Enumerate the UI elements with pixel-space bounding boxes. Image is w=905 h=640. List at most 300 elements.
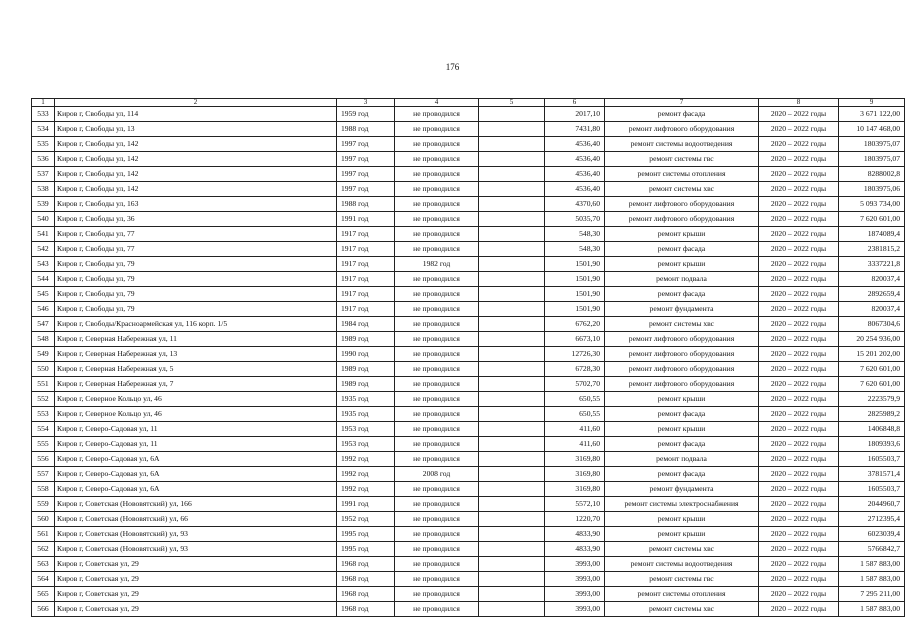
cost-cell: 1803975,06 (839, 182, 905, 197)
page-number: 176 (445, 62, 460, 72)
row-number-cell: 548 (32, 332, 55, 347)
address-cell: Киров г, Свободы ул, 142 (55, 182, 337, 197)
build-year-cell: 1917 год (337, 287, 395, 302)
row-number-cell: 542 (32, 242, 55, 257)
area-cell: 548,30 (545, 227, 605, 242)
build-year-cell: 1968 год (337, 557, 395, 572)
empty-cell (479, 272, 545, 287)
build-year-cell: 1992 год (337, 452, 395, 467)
work-type-cell: ремонт системы гвс (605, 572, 759, 587)
cost-cell: 1 587 883,00 (839, 602, 905, 617)
build-year-cell: 1917 год (337, 257, 395, 272)
row-number-cell: 536 (32, 152, 55, 167)
area-cell: 4833,90 (545, 542, 605, 557)
area-cell: 6762,20 (545, 317, 605, 332)
last-repair-cell: не проводился (395, 317, 479, 332)
period-cell: 2020 – 2022 годы (759, 197, 839, 212)
empty-cell (479, 317, 545, 332)
row-number-cell: 543 (32, 257, 55, 272)
address-cell: Киров г, Свободы ул, 163 (55, 197, 337, 212)
cost-cell: 7 620 601,00 (839, 377, 905, 392)
table-row (32, 482, 905, 497)
address-cell: Киров г, Советская (Нововятский) ул, 93 (55, 542, 337, 557)
work-type-cell: ремонт лифтового оборудования (605, 332, 759, 347)
work-type-cell: ремонт системы хвс (605, 317, 759, 332)
empty-cell (479, 362, 545, 377)
area-cell: 3169,80 (545, 482, 605, 497)
empty-cell (479, 167, 545, 182)
row-number-cell: 549 (32, 347, 55, 362)
table-row (32, 137, 905, 152)
row-number-cell: 539 (32, 197, 55, 212)
work-type-cell: ремонт лифтового оборудования (605, 122, 759, 137)
work-type-cell: ремонт системы водоотведения (605, 557, 759, 572)
work-type-cell: ремонт крыши (605, 392, 759, 407)
last-repair-cell: не проводился (395, 182, 479, 197)
last-repair-cell: 2008 год (395, 467, 479, 482)
address-cell: Киров г, Северо-Садовая ул, 6А (55, 482, 337, 497)
period-cell: 2020 – 2022 годы (759, 392, 839, 407)
empty-cell (479, 437, 545, 452)
work-type-cell: ремонт крыши (605, 512, 759, 527)
build-year-cell: 1917 год (337, 302, 395, 317)
row-number-cell: 566 (32, 602, 55, 617)
address-cell: Киров г, Северная Набережная ул, 5 (55, 362, 337, 377)
last-repair-cell: не проводился (395, 407, 479, 422)
build-year-cell: 1953 год (337, 437, 395, 452)
build-year-cell: 1988 год (337, 197, 395, 212)
cost-cell: 1605503,7 (839, 452, 905, 467)
period-cell: 2020 – 2022 годы (759, 587, 839, 602)
empty-cell (479, 227, 545, 242)
cost-cell: 2381815,2 (839, 242, 905, 257)
column-number: 6 (545, 99, 605, 107)
area-cell: 3993,00 (545, 557, 605, 572)
row-number-cell: 555 (32, 437, 55, 452)
table-row (32, 452, 905, 467)
empty-cell (479, 242, 545, 257)
period-cell: 2020 – 2022 годы (759, 137, 839, 152)
cost-cell: 2712395,4 (839, 512, 905, 527)
empty-cell (479, 287, 545, 302)
period-cell: 2020 – 2022 годы (759, 347, 839, 362)
cost-cell: 2892659,4 (839, 287, 905, 302)
column-number: 2 (55, 99, 337, 107)
empty-cell (479, 212, 545, 227)
area-cell: 5572,10 (545, 497, 605, 512)
build-year-cell: 1968 год (337, 587, 395, 602)
address-cell: Киров г, Свободы ул, 142 (55, 152, 337, 167)
work-type-cell: ремонт фасада (605, 107, 759, 122)
address-cell: Киров г, Северная Набережная ул, 11 (55, 332, 337, 347)
area-cell: 4370,60 (545, 197, 605, 212)
area-cell: 6673,10 (545, 332, 605, 347)
work-type-cell: ремонт лифтового оборудования (605, 197, 759, 212)
table-row (32, 437, 905, 452)
empty-cell (479, 572, 545, 587)
row-number-cell: 535 (32, 137, 55, 152)
build-year-cell: 1952 год (337, 512, 395, 527)
table-row (32, 212, 905, 227)
area-cell: 4536,40 (545, 152, 605, 167)
table-row (32, 407, 905, 422)
address-cell: Киров г, Северо-Садовая ул, 11 (55, 422, 337, 437)
last-repair-cell: не проводился (395, 542, 479, 557)
period-cell: 2020 – 2022 годы (759, 227, 839, 242)
table-row (32, 602, 905, 617)
row-number-cell: 544 (32, 272, 55, 287)
row-number-cell: 552 (32, 392, 55, 407)
row-number-cell: 563 (32, 557, 55, 572)
row-number-cell: 561 (32, 527, 55, 542)
table-row (32, 422, 905, 437)
cost-cell: 5766842,7 (839, 542, 905, 557)
cost-cell: 3337221,8 (839, 257, 905, 272)
row-number-cell: 562 (32, 542, 55, 557)
row-number-cell: 545 (32, 287, 55, 302)
build-year-cell: 1997 год (337, 167, 395, 182)
area-cell: 1220,70 (545, 512, 605, 527)
address-cell: Киров г, Свободы ул, 36 (55, 212, 337, 227)
table-row (32, 167, 905, 182)
period-cell: 2020 – 2022 годы (759, 152, 839, 167)
last-repair-cell: не проводился (395, 272, 479, 287)
table-row (32, 572, 905, 587)
cost-cell: 3 671 122,00 (839, 107, 905, 122)
last-repair-cell: не проводился (395, 422, 479, 437)
empty-cell (479, 497, 545, 512)
repair-registry-table (31, 98, 905, 617)
empty-cell (479, 557, 545, 572)
row-number-cell: 565 (32, 587, 55, 602)
table-row (32, 227, 905, 242)
area-cell: 5702,70 (545, 377, 605, 392)
work-type-cell: ремонт фундамента (605, 302, 759, 317)
period-cell: 2020 – 2022 годы (759, 572, 839, 587)
area-cell: 4536,40 (545, 182, 605, 197)
area-cell: 3993,00 (545, 602, 605, 617)
area-cell: 650,55 (545, 392, 605, 407)
work-type-cell: ремонт системы хвс (605, 542, 759, 557)
period-cell: 2020 – 2022 годы (759, 302, 839, 317)
period-cell: 2020 – 2022 годы (759, 182, 839, 197)
area-cell: 7431,80 (545, 122, 605, 137)
cost-cell: 10 147 468,00 (839, 122, 905, 137)
build-year-cell: 1997 год (337, 137, 395, 152)
empty-cell (479, 407, 545, 422)
row-number-cell: 560 (32, 512, 55, 527)
period-cell: 2020 – 2022 годы (759, 467, 839, 482)
work-type-cell: ремонт крыши (605, 227, 759, 242)
period-cell: 2020 – 2022 годы (759, 167, 839, 182)
period-cell: 2020 – 2022 годы (759, 527, 839, 542)
period-cell: 2020 – 2022 годы (759, 542, 839, 557)
period-cell: 2020 – 2022 годы (759, 422, 839, 437)
period-cell: 2020 – 2022 годы (759, 407, 839, 422)
empty-cell (479, 482, 545, 497)
period-cell: 2020 – 2022 годы (759, 317, 839, 332)
period-cell: 2020 – 2022 годы (759, 377, 839, 392)
last-repair-cell: не проводился (395, 167, 479, 182)
build-year-cell: 1995 год (337, 542, 395, 557)
work-type-cell: ремонт системы хвс (605, 182, 759, 197)
row-number-cell: 564 (32, 572, 55, 587)
period-cell: 2020 – 2022 годы (759, 212, 839, 227)
work-type-cell: ремонт системы водоотведения (605, 137, 759, 152)
last-repair-cell: не проводился (395, 362, 479, 377)
address-cell: Киров г, Свободы ул, 142 (55, 167, 337, 182)
row-number-cell: 533 (32, 107, 55, 122)
address-cell: Киров г, Северо-Садовая ул, 11 (55, 437, 337, 452)
column-number-row (32, 99, 905, 107)
build-year-cell: 1995 год (337, 527, 395, 542)
area-cell: 4536,40 (545, 167, 605, 182)
empty-cell (479, 392, 545, 407)
cost-cell: 2825989,2 (839, 407, 905, 422)
cost-cell: 2044960,7 (839, 497, 905, 512)
work-type-cell: ремонт системы отопления (605, 587, 759, 602)
address-cell: Киров г, Свободы ул, 77 (55, 242, 337, 257)
period-cell: 2020 – 2022 годы (759, 272, 839, 287)
table-row (32, 557, 905, 572)
work-type-cell: ремонт фундамента (605, 482, 759, 497)
last-repair-cell: не проводился (395, 122, 479, 137)
empty-cell (479, 332, 545, 347)
address-cell: Киров г, Советская ул, 29 (55, 557, 337, 572)
empty-cell (479, 602, 545, 617)
last-repair-cell: не проводился (395, 107, 479, 122)
cost-cell: 8067304,6 (839, 317, 905, 332)
period-cell: 2020 – 2022 годы (759, 482, 839, 497)
empty-cell (479, 542, 545, 557)
address-cell: Киров г, Северное Кольцо ул, 46 (55, 392, 337, 407)
build-year-cell: 1992 год (337, 482, 395, 497)
area-cell: 4536,40 (545, 137, 605, 152)
area-cell: 1501,90 (545, 287, 605, 302)
row-number-cell: 546 (32, 302, 55, 317)
work-type-cell: ремонт подвала (605, 272, 759, 287)
area-cell: 650,55 (545, 407, 605, 422)
table-row (32, 107, 905, 122)
area-cell: 6728,30 (545, 362, 605, 377)
table-row (32, 392, 905, 407)
column-number: 8 (759, 99, 839, 107)
work-type-cell: ремонт системы гвс (605, 152, 759, 167)
last-repair-cell: не проводился (395, 212, 479, 227)
address-cell: Киров г, Северное Кольцо ул, 46 (55, 407, 337, 422)
period-cell: 2020 – 2022 годы (759, 452, 839, 467)
build-year-cell: 1989 год (337, 377, 395, 392)
row-number-cell: 547 (32, 317, 55, 332)
address-cell: Киров г, Свободы ул, 114 (55, 107, 337, 122)
cost-cell: 2223579,9 (839, 392, 905, 407)
table-row (32, 182, 905, 197)
last-repair-cell: не проводился (395, 572, 479, 587)
build-year-cell: 1953 год (337, 422, 395, 437)
build-year-cell: 1935 год (337, 392, 395, 407)
last-repair-cell: не проводился (395, 452, 479, 467)
build-year-cell: 1935 год (337, 407, 395, 422)
address-cell: Киров г, Свободы ул, 79 (55, 272, 337, 287)
build-year-cell: 1992 год (337, 467, 395, 482)
empty-cell (479, 197, 545, 212)
last-repair-cell: не проводился (395, 302, 479, 317)
address-cell: Киров г, Советская (Нововятский) ул, 166 (55, 497, 337, 512)
address-cell: Киров г, Свободы ул, 13 (55, 122, 337, 137)
address-cell: Киров г, Свободы/Красноармейская ул, 116 корп. 1/5 (55, 317, 337, 332)
table-row (32, 467, 905, 482)
cost-cell: 5 093 734,00 (839, 197, 905, 212)
area-cell: 411,60 (545, 422, 605, 437)
work-type-cell: ремонт подвала (605, 452, 759, 467)
work-type-cell: ремонт системы отопления (605, 167, 759, 182)
build-year-cell: 1997 год (337, 182, 395, 197)
cost-cell: 820037,4 (839, 272, 905, 287)
empty-cell (479, 587, 545, 602)
empty-cell (479, 107, 545, 122)
period-cell: 2020 – 2022 годы (759, 362, 839, 377)
period-cell: 2020 – 2022 годы (759, 437, 839, 452)
area-cell: 4833,90 (545, 527, 605, 542)
last-repair-cell: не проводился (395, 377, 479, 392)
column-number: 5 (479, 99, 545, 107)
cost-cell: 3781571,4 (839, 467, 905, 482)
period-cell: 2020 – 2022 годы (759, 332, 839, 347)
last-repair-cell: не проводился (395, 197, 479, 212)
build-year-cell: 1990 год (337, 347, 395, 362)
last-repair-cell: не проводился (395, 557, 479, 572)
address-cell: Киров г, Советская (Нововятский) ул, 93 (55, 527, 337, 542)
period-cell: 2020 – 2022 годы (759, 122, 839, 137)
area-cell: 1501,90 (545, 257, 605, 272)
period-cell: 2020 – 2022 годы (759, 287, 839, 302)
last-repair-cell: не проводился (395, 152, 479, 167)
cost-cell: 1803975,07 (839, 137, 905, 152)
table-row (32, 152, 905, 167)
table-row (32, 542, 905, 557)
area-cell: 548,30 (545, 242, 605, 257)
last-repair-cell: не проводился (395, 137, 479, 152)
row-number-cell: 541 (32, 227, 55, 242)
last-repair-cell: не проводился (395, 602, 479, 617)
table-row (32, 527, 905, 542)
last-repair-cell: не проводился (395, 437, 479, 452)
work-type-cell: ремонт крыши (605, 422, 759, 437)
row-number-cell: 554 (32, 422, 55, 437)
cost-cell: 1 587 883,00 (839, 557, 905, 572)
area-cell: 5035,70 (545, 212, 605, 227)
empty-cell (479, 467, 545, 482)
empty-cell (479, 257, 545, 272)
table-row (32, 497, 905, 512)
empty-cell (479, 422, 545, 437)
last-repair-cell: не проводился (395, 227, 479, 242)
period-cell: 2020 – 2022 годы (759, 107, 839, 122)
table-row (32, 362, 905, 377)
work-type-cell: ремонт системы хвс (605, 602, 759, 617)
period-cell: 2020 – 2022 годы (759, 257, 839, 272)
build-year-cell: 1991 год (337, 497, 395, 512)
last-repair-cell: 1982 год (395, 257, 479, 272)
empty-cell (479, 152, 545, 167)
table-row (32, 587, 905, 602)
table-row (32, 197, 905, 212)
address-cell: Киров г, Свободы ул, 142 (55, 137, 337, 152)
period-cell: 2020 – 2022 годы (759, 602, 839, 617)
area-cell: 1501,90 (545, 302, 605, 317)
cost-cell: 15 201 202,00 (839, 347, 905, 362)
work-type-cell: ремонт лифтового оборудования (605, 377, 759, 392)
work-type-cell: ремонт лифтового оборудования (605, 212, 759, 227)
column-number: 3 (337, 99, 395, 107)
address-cell: Киров г, Советская ул, 29 (55, 602, 337, 617)
table-body (32, 107, 905, 617)
work-type-cell: ремонт крыши (605, 527, 759, 542)
cost-cell: 1803975,07 (839, 152, 905, 167)
last-repair-cell: не проводился (395, 512, 479, 527)
work-type-cell: ремонт фасада (605, 407, 759, 422)
row-number-cell: 550 (32, 362, 55, 377)
table-row (32, 287, 905, 302)
area-cell: 3993,00 (545, 587, 605, 602)
period-cell: 2020 – 2022 годы (759, 242, 839, 257)
empty-cell (479, 122, 545, 137)
row-number-cell: 540 (32, 212, 55, 227)
empty-cell (479, 527, 545, 542)
table-row (32, 512, 905, 527)
cost-cell: 20 254 936,00 (839, 332, 905, 347)
last-repair-cell: не проводился (395, 242, 479, 257)
address-cell: Киров г, Советская ул, 29 (55, 587, 337, 602)
work-type-cell: ремонт лифтового оборудования (605, 347, 759, 362)
column-number: 9 (839, 99, 905, 107)
address-cell: Киров г, Свободы ул, 77 (55, 227, 337, 242)
cost-cell: 1874089,4 (839, 227, 905, 242)
build-year-cell: 1989 год (337, 362, 395, 377)
row-number-cell: 551 (32, 377, 55, 392)
table-row (32, 272, 905, 287)
cost-cell: 7 295 211,00 (839, 587, 905, 602)
area-cell: 3993,00 (545, 572, 605, 587)
row-number-cell: 553 (32, 407, 55, 422)
cost-cell: 1406848,8 (839, 422, 905, 437)
last-repair-cell: не проводился (395, 482, 479, 497)
work-type-cell: ремонт фасада (605, 437, 759, 452)
cost-cell: 1809393,6 (839, 437, 905, 452)
cost-cell: 7 620 601,00 (839, 212, 905, 227)
period-cell: 2020 – 2022 годы (759, 557, 839, 572)
row-number-cell: 538 (32, 182, 55, 197)
area-cell: 411,60 (545, 437, 605, 452)
empty-cell (479, 377, 545, 392)
address-cell: Киров г, Советская ул, 29 (55, 572, 337, 587)
work-type-cell: ремонт фасада (605, 467, 759, 482)
work-type-cell: ремонт крыши (605, 257, 759, 272)
table-row (32, 257, 905, 272)
table-row (32, 317, 905, 332)
cost-cell: 1605503,7 (839, 482, 905, 497)
row-number-cell: 556 (32, 452, 55, 467)
last-repair-cell: не проводился (395, 497, 479, 512)
cost-cell: 1 587 883,00 (839, 572, 905, 587)
area-cell: 1501,90 (545, 272, 605, 287)
last-repair-cell: не проводился (395, 392, 479, 407)
row-number-cell: 534 (32, 122, 55, 137)
work-type-cell: ремонт фасада (605, 287, 759, 302)
cost-cell: 7 620 601,00 (839, 362, 905, 377)
build-year-cell: 1989 год (337, 332, 395, 347)
row-number-cell: 558 (32, 482, 55, 497)
